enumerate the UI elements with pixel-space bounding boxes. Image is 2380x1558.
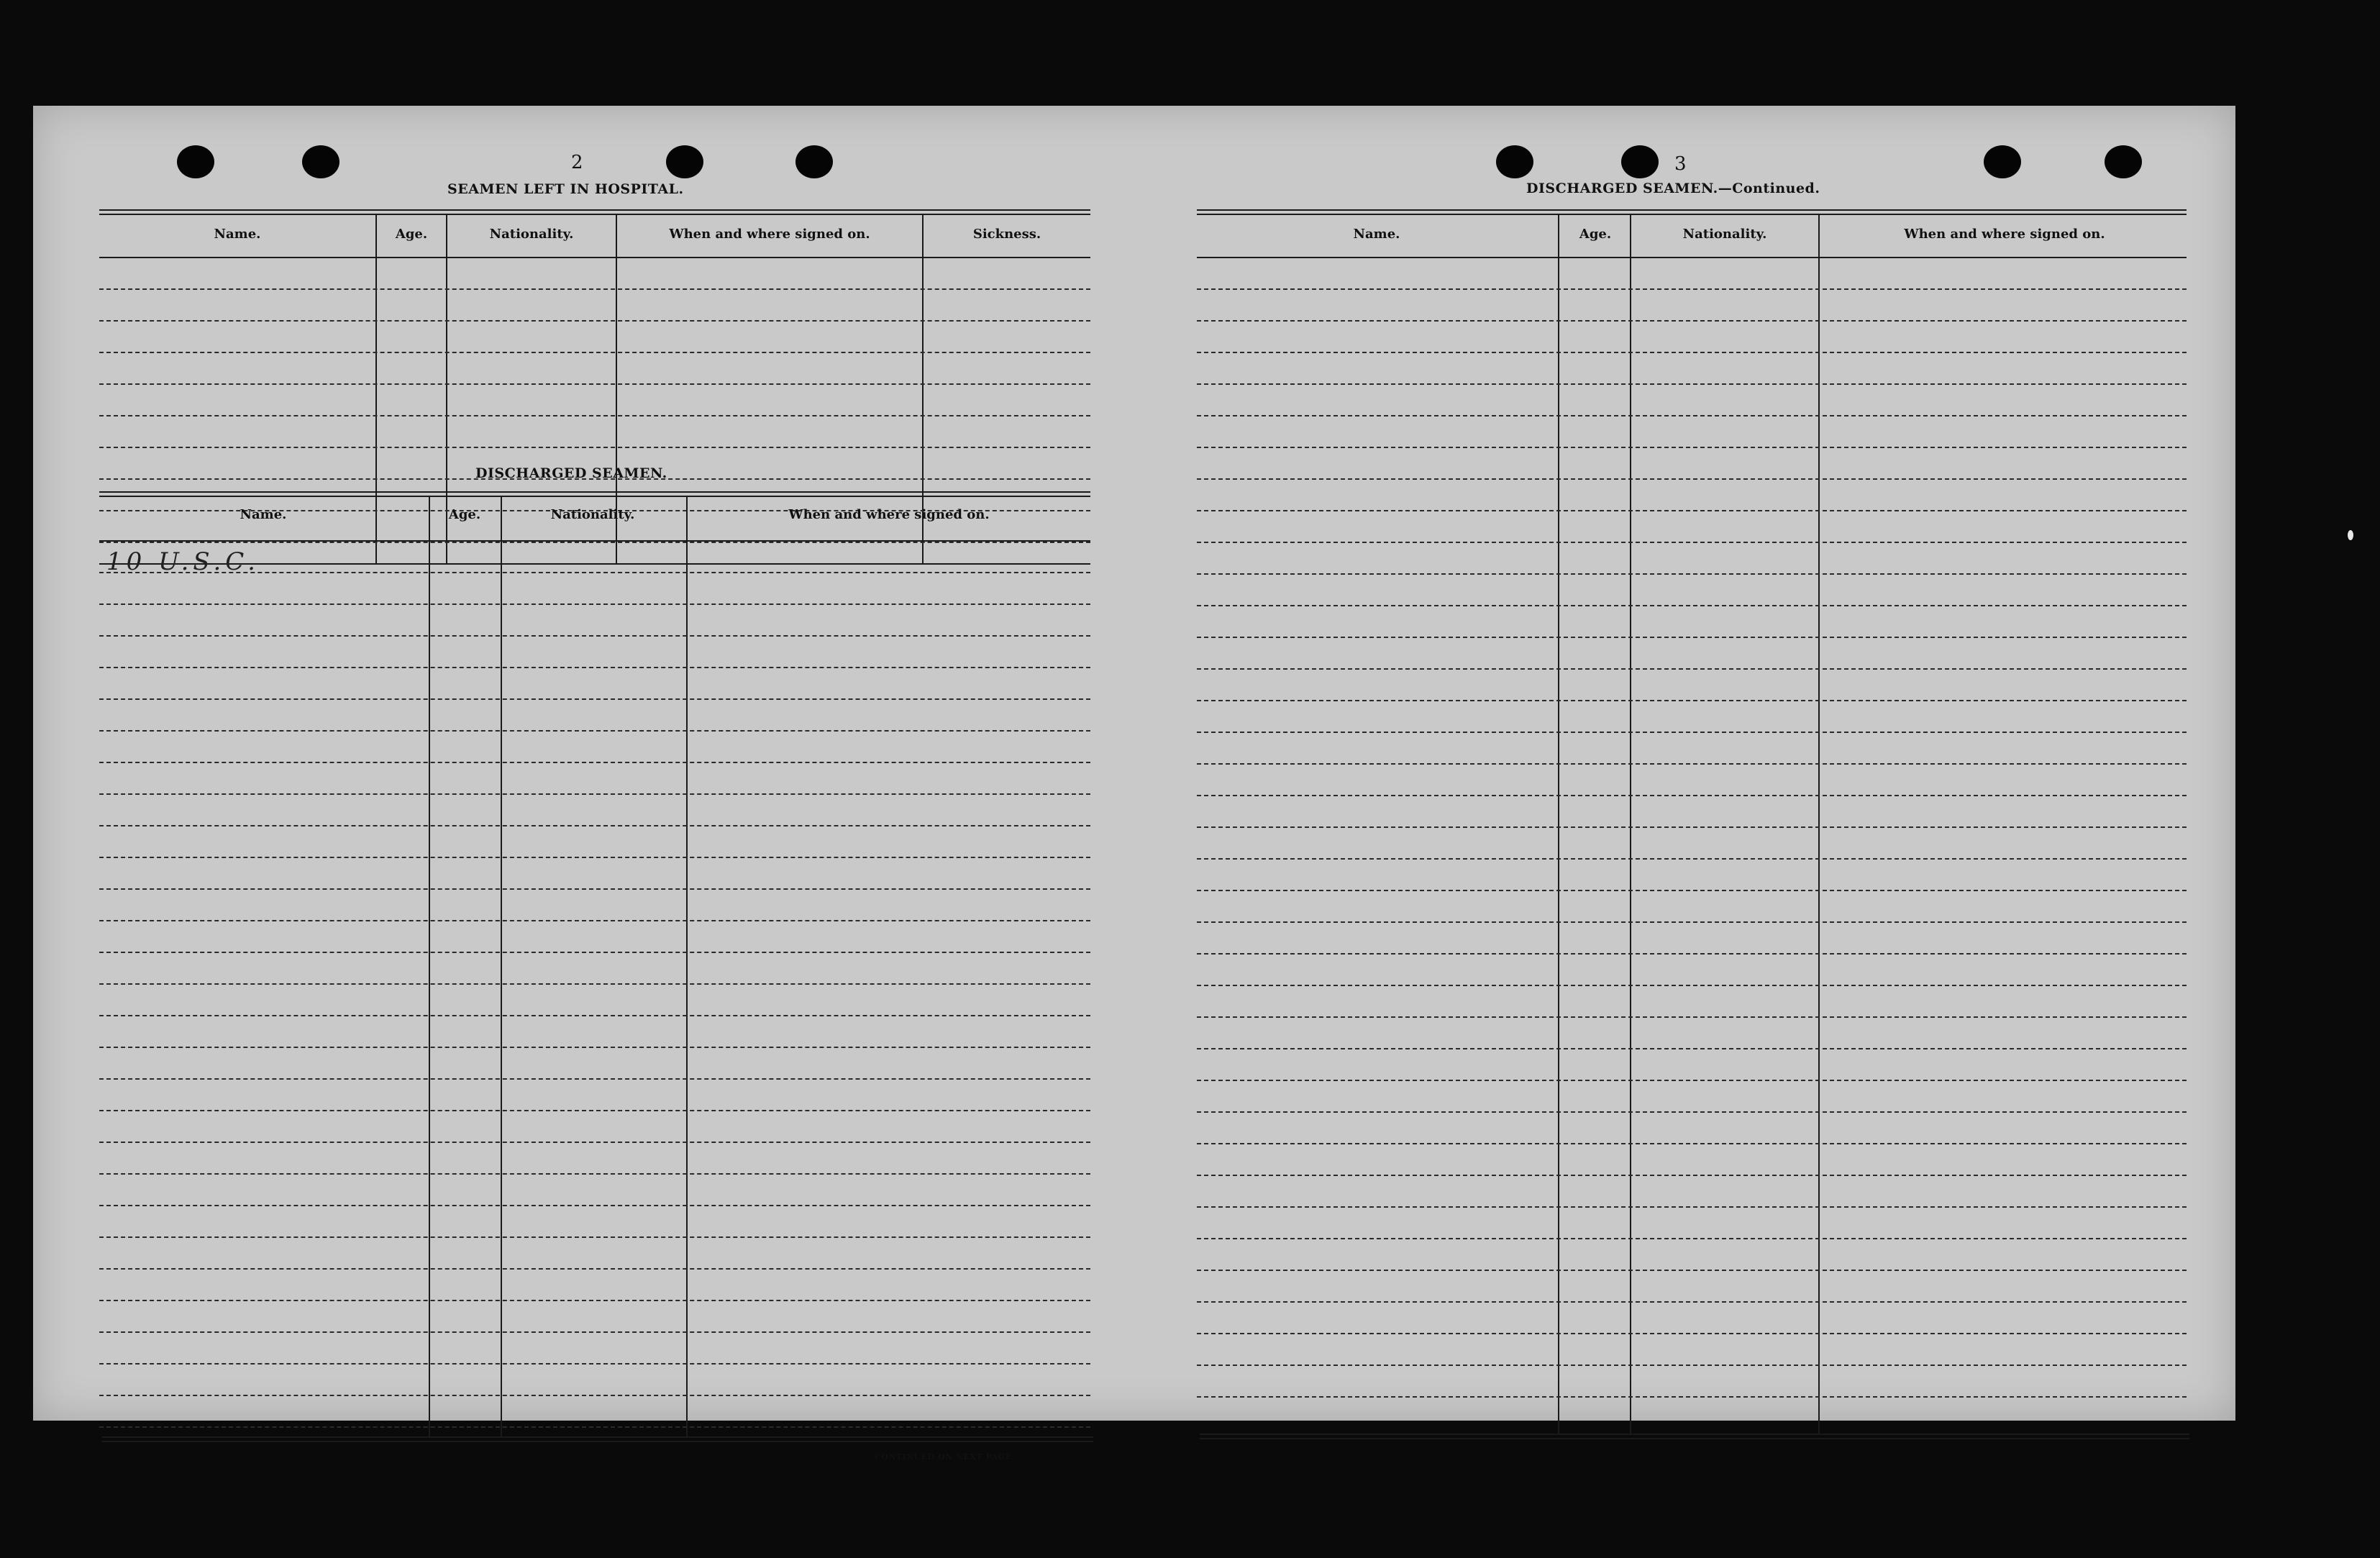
entry-line [1197, 415, 2187, 416]
entry-line [99, 1047, 1090, 1048]
column-divider [686, 496, 688, 1438]
section-title-discharged-seamen: DISCHARGED SEAMEN. [475, 465, 667, 481]
entry-line [1197, 383, 2187, 385]
entry-line [1197, 1301, 2187, 1303]
table-rule [1197, 214, 2187, 215]
entry-line [99, 762, 1090, 763]
entry-line [1197, 858, 2187, 860]
entry-line [99, 1015, 1090, 1016]
table-bottom-rule [1200, 1438, 2189, 1439]
page-number: 3 [1674, 153, 1687, 175]
header-underline [99, 257, 1090, 258]
entry-line [99, 1395, 1090, 1396]
page-number: 2 [571, 152, 583, 173]
entry-line [1197, 1270, 2187, 1271]
table-rule [99, 496, 1090, 497]
column-header-when-where-signed-on: When and where signed on. [1904, 227, 2105, 242]
column-header-age: Age. [448, 507, 481, 522]
entry-line [1197, 1175, 2187, 1176]
entry-line [1197, 510, 2187, 511]
column-divider [1818, 214, 1820, 1435]
section-title-seamen-left-in-hospital: SEAMEN LEFT IN HOSPITAL. [447, 181, 684, 197]
entry-line [1197, 352, 2187, 353]
entry-line [1197, 1238, 2187, 1239]
entry-line [99, 635, 1090, 637]
entry-line [99, 447, 1090, 448]
column-divider [429, 496, 430, 1438]
entry-line [1197, 1080, 2187, 1081]
entry-line [99, 920, 1090, 921]
entry-line [1197, 1016, 2187, 1018]
entry-line [99, 667, 1090, 668]
entry-line [1197, 763, 2187, 765]
entry-line [1197, 637, 2187, 638]
entry-line [99, 1142, 1090, 1143]
table-bottom-rule [102, 1441, 1093, 1442]
table-rule [1197, 209, 2187, 211]
entry-line [99, 1300, 1090, 1301]
entry-line [1197, 953, 2187, 955]
binder-hole [1984, 145, 2021, 178]
entry-line [1197, 320, 2187, 322]
entry-line [99, 1173, 1090, 1175]
entry-line [1197, 921, 2187, 923]
column-header-age: Age. [1579, 227, 1612, 242]
entry-line [1197, 573, 2187, 575]
entry-line [99, 1426, 1090, 1428]
binder-hole [1496, 145, 1533, 178]
entry-line [1197, 732, 2187, 733]
column-divider [501, 496, 502, 1438]
table-rule [99, 209, 1090, 211]
entry-line [99, 1331, 1090, 1333]
entry-line [99, 288, 1090, 290]
entry-line [99, 383, 1090, 385]
entry-line [99, 857, 1090, 858]
entry-line [1197, 447, 2187, 448]
entry-line [99, 983, 1090, 985]
binder-hole [302, 145, 339, 178]
column-divider [1558, 214, 1559, 1435]
entry-line [1197, 1143, 2187, 1144]
entry-line [99, 603, 1090, 605]
column-header-nationality: Nationality. [550, 507, 635, 522]
entry-line [99, 1205, 1090, 1206]
entry-line [1197, 605, 2187, 606]
entry-line [1197, 288, 2187, 290]
binder-hole [177, 145, 214, 178]
column-header-name: Name. [214, 227, 261, 242]
header-underline [1197, 257, 2187, 258]
entry-line [1197, 478, 2187, 480]
column-header-name: Name. [1353, 227, 1400, 242]
column-divider [1630, 214, 1631, 1435]
entry-line [99, 1078, 1090, 1080]
table-rule [99, 491, 1090, 493]
table-bottom-rule [1200, 1434, 2189, 1435]
entry-line [1197, 1365, 2187, 1366]
binder-hole [666, 145, 703, 178]
binder-hole [795, 145, 833, 178]
entry-line [1197, 1111, 2187, 1113]
column-header-when-where-signed-on: When and where signed on. [669, 227, 870, 242]
document-sheet [33, 106, 2235, 1462]
table-rule [99, 214, 1090, 215]
film-speck [2348, 530, 2353, 540]
entry-line [99, 698, 1090, 700]
entry-line [1197, 826, 2187, 828]
entry-line [99, 1268, 1090, 1270]
entry-line [99, 730, 1090, 732]
entry-line [99, 1110, 1090, 1111]
entry-line [99, 888, 1090, 890]
binder-hole [2105, 145, 2142, 178]
entry-line [1197, 700, 2187, 701]
column-header-nationality: Nationality. [1682, 227, 1767, 242]
section-title-discharged-seamen-continued: DISCHARGED SEAMEN.—Continued. [1526, 181, 1820, 196]
entry-line [1197, 1048, 2187, 1049]
entry-line [99, 320, 1090, 322]
entry-line [99, 952, 1090, 953]
entry-line [1197, 668, 2187, 670]
entry-line [1197, 1206, 2187, 1208]
entry-line [1197, 985, 2187, 986]
handwritten-entry-name: 10 U.S.C. [106, 547, 260, 576]
entry-line [99, 825, 1090, 826]
entry-line [99, 793, 1090, 795]
binder-hole [1621, 145, 1659, 178]
entry-line [99, 1236, 1090, 1238]
entry-line [1197, 542, 2187, 543]
entry-line [1197, 1396, 2187, 1398]
entry-line [99, 415, 1090, 416]
table-bottom-rule [102, 1436, 1093, 1438]
column-header-when-where-signed-on: When and where signed on. [788, 507, 990, 522]
column-header-name: Name. [240, 507, 287, 522]
column-header-age: Age. [395, 227, 428, 242]
entry-line [99, 1363, 1090, 1365]
column-header-sickness: Sickness. [972, 227, 1041, 242]
entry-line [99, 352, 1090, 353]
entry-line [99, 542, 1090, 543]
continued-on-next-page-note: CONTINUED ON NEXT PAGE. [875, 1452, 1015, 1462]
entry-line [1197, 890, 2187, 891]
entry-line [1197, 1333, 2187, 1334]
entry-line [1197, 795, 2187, 796]
column-header-nationality: Nationality. [489, 227, 574, 242]
header-underline [99, 540, 1090, 542]
